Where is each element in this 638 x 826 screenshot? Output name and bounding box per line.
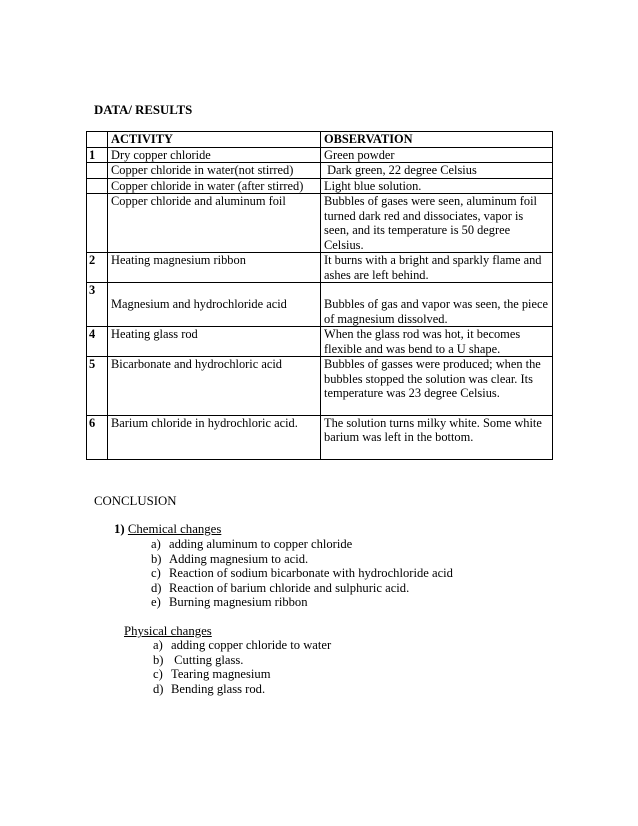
activity-cell: Barium chloride in hydrochloric acid. (108, 415, 321, 459)
table-row (87, 194, 553, 253)
activity-cell: Heating magnesium ribbon (108, 253, 321, 283)
list-item-text: Reaction of sodium bicarbonate with hydrochloride acid (169, 566, 453, 581)
list-item (153, 682, 331, 697)
activity-cell: Bicarbonate and hydrochloric acid (108, 357, 321, 416)
list-item-text: adding copper chloride to water (171, 638, 332, 652)
results-table (86, 131, 553, 460)
table-row (87, 147, 553, 163)
list-item (151, 552, 453, 567)
row-number: 2 (87, 253, 108, 283)
list-marker: b) (153, 652, 164, 667)
list-marker: a) (151, 537, 161, 551)
row-number: 1 (87, 147, 108, 163)
chemical-changes-title: Chemical changes (127, 522, 222, 536)
observation-cell: Bubbles of gas and vapor was seen, the piece of magnesium dissolved. (321, 283, 553, 327)
list-item (151, 581, 453, 596)
chemical-changes-heading (114, 522, 221, 537)
header-observation: OBSERVATION (321, 132, 553, 148)
header-activity: ACTIVITY (108, 132, 321, 148)
conclusion-heading: CONCLUSION (94, 494, 177, 508)
activity-cell: Dry copper chloride (108, 147, 321, 163)
physical-changes-list (153, 638, 331, 696)
list-marker: c) (151, 566, 161, 581)
list-item-text: Burning magnesium ribbon (169, 595, 308, 610)
list-marker: e) (151, 595, 161, 610)
row-number: 6 (87, 415, 108, 459)
activity-cell: Magnesium and hydrochloride acid (108, 283, 321, 327)
observation-cell: Light blue solution. (321, 178, 553, 194)
table-row (87, 357, 553, 416)
table-row (87, 253, 553, 283)
activity-cell: Copper chloride and aluminum foil (108, 194, 321, 253)
row-number (87, 178, 108, 194)
observation-cell: Bubbles of gasses were produced; when the bubbles stopped the solution was clear. Its temperature was 23 degree Celsius. (321, 357, 553, 416)
observation-cell: The solution turns milky white. Some white barium was left in the bottom. (321, 415, 553, 459)
list-item-text: Reaction of barium chloride and sulphuric acid. (169, 580, 410, 595)
section-title: DATA/ RESULTS (94, 103, 193, 117)
list-item (151, 595, 453, 610)
observation-cell: Dark green, 22 degree Celsius (321, 163, 553, 179)
observation-cell: Bubbles of gases were seen, aluminum foil turned dark red and dissociates, vapor is seen, and its temperature is 50 degree Celsius. (321, 194, 553, 253)
header-num-cell (87, 132, 108, 148)
physical-changes-title: Physical changes (124, 624, 212, 638)
row-number: 5 (87, 357, 108, 416)
activity-cell: Copper chloride in water (after stirred) (108, 178, 321, 194)
list-item-text: adding aluminum to copper chloride (169, 537, 353, 551)
list-item (151, 566, 453, 581)
table-row (87, 178, 553, 194)
row-number (87, 163, 108, 179)
list-item-text: Tearing magnesium (171, 667, 271, 682)
list-item-text: Adding magnesium to acid. (169, 551, 309, 566)
row-number: 4 (87, 327, 108, 357)
list-item (153, 667, 331, 682)
activity-cell: Copper chloride in water(not stirred) (108, 163, 321, 179)
activity-cell: Heating glass rod (108, 327, 321, 357)
row-number: 3 (87, 283, 108, 327)
list-marker: d) (153, 681, 164, 696)
list-item (153, 653, 331, 668)
table-header-row (87, 132, 553, 148)
table-row (87, 327, 553, 357)
row-number (87, 194, 108, 253)
chemical-changes-number: 1) (114, 522, 125, 536)
observation-cell: When the glass rod was hot, it becomes flexible and was bend to a U shape. (321, 327, 553, 357)
list-marker: b) (151, 551, 162, 566)
physical-changes-heading (124, 624, 212, 639)
list-item-text: Cutting glass. (171, 652, 244, 667)
list-marker: a) (153, 638, 163, 652)
list-marker: d) (151, 580, 162, 595)
table-row (87, 415, 553, 459)
table-row (87, 163, 553, 179)
observation-cell: Green powder (321, 147, 553, 163)
table-row (87, 283, 553, 327)
list-marker: c) (153, 667, 163, 682)
observation-cell: It burns with a bright and sparkly flame and ashes are left behind. (321, 253, 553, 283)
list-item (153, 638, 331, 653)
chemical-changes-list (151, 537, 453, 610)
list-item (151, 537, 453, 552)
list-item-text: Bending glass rod. (171, 681, 266, 696)
